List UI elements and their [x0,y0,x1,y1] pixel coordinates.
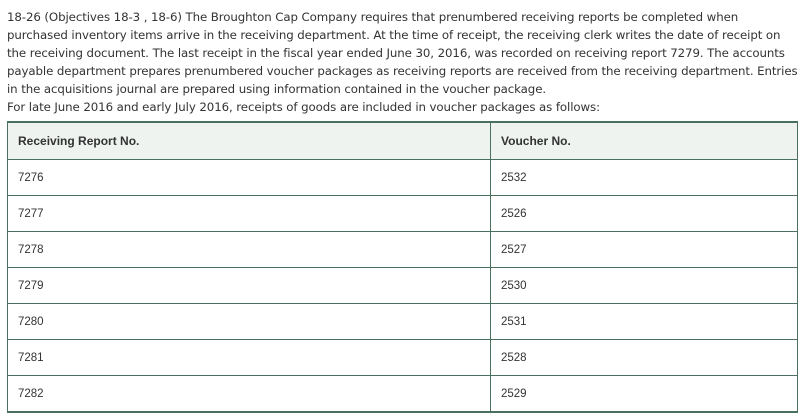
receiving-report-cell: 7276 [8,160,491,196]
problem-line: 18-26 (Objectives 18-3 , 18-6) The Broughton Cap Company requires that prenumbered receiving reports be completed when [7,10,739,24]
problem-statement [7,8,801,116]
problem-line: payable department prepares prenumbered voucher packages as receiving reports are received from the receiving department. Entries [7,64,798,78]
table-row [8,160,798,196]
receipts-table [7,121,798,413]
table-row [8,232,798,268]
voucher-cell: 2532 [491,160,798,196]
table-body [8,160,798,413]
problem-line: For late June 2016 and early July 2016, receipts of goods are included in voucher packages as follows: [7,100,600,114]
header-row [8,122,798,160]
voucher-cell: 2526 [491,196,798,232]
receiving-report-cell: 7279 [8,268,491,304]
voucher-cell: 2527 [491,232,798,268]
problem-line: the receiving document. The last receipt in the fiscal year ended June 30, 2016, was recorded on receiving report 7279. The accounts [7,46,785,60]
receiving-report-cell: 7278 [8,232,491,268]
table-row [8,268,798,304]
receiving-report-cell: 7281 [8,340,491,376]
table-header [8,122,798,160]
header-receiving-report-no: Receiving Report No. [8,122,491,160]
table-row [8,376,798,413]
voucher-cell: 2528 [491,340,798,376]
problem-line: purchased inventory items arrive in the receiving department. At the time of receipt, the receiving clerk writes the date of receipt on [7,28,781,42]
voucher-cell: 2530 [491,268,798,304]
receiving-report-cell: 7282 [8,376,491,413]
receiving-report-cell: 7280 [8,304,491,340]
voucher-cell: 2529 [491,376,798,413]
header-voucher-no: Voucher No. [491,122,798,160]
problem-line: in the acquisitions journal are prepared using information contained in the voucher package. [7,82,547,96]
table-row [8,304,798,340]
voucher-cell: 2531 [491,304,798,340]
receiving-report-cell: 7277 [8,196,491,232]
table-row [8,196,798,232]
table-row [8,340,798,376]
